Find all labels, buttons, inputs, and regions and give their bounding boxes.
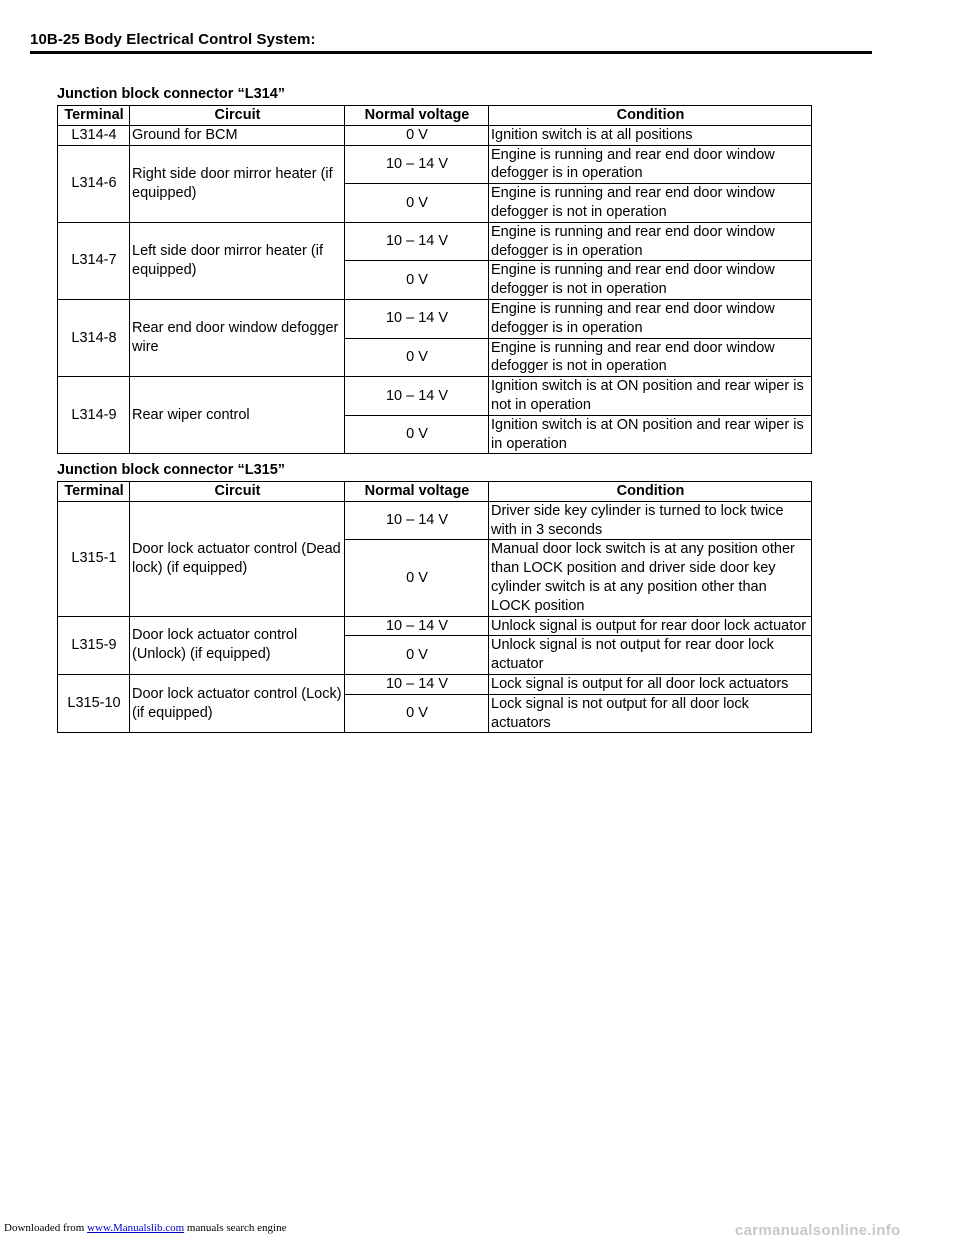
circuit-cell: Door lock actuator control (Dead lock) (if equipped) [130, 501, 345, 616]
terminal-cell: L314-4 [58, 125, 130, 145]
l314-section-title: Junction block connector “L314” [57, 86, 286, 102]
voltage-cell: 0 V [345, 540, 489, 616]
manualslib-link[interactable]: www.Manualslib.com [87, 1222, 185, 1234]
col-normal-voltage: Normal voltage [345, 106, 489, 126]
page-title: 10B-25 Body Electrical Control System: [30, 31, 316, 48]
condition-cell: Lock signal is not output for all door lock actuators [489, 694, 812, 733]
terminal-cell: L314-6 [58, 145, 130, 222]
voltage-cell: 0 V [345, 338, 489, 377]
footer-prefix: Downloaded from [4, 1222, 88, 1234]
terminal-cell: L314-9 [58, 377, 130, 454]
terminal-cell: L314-7 [58, 222, 130, 299]
table-row [58, 501, 812, 540]
condition-cell: Ignition switch is at ON position and rear wiper is in operation [489, 415, 812, 454]
condition-cell: Engine is running and rear end door window defogger is not in operation [489, 338, 812, 377]
condition-cell: Driver side key cylinder is turned to lock twice with in 3 seconds [489, 501, 812, 540]
circuit-cell: Door lock actuator control (Unlock) (if equipped) [130, 616, 345, 674]
col-condition: Condition [489, 106, 812, 126]
condition-cell: Unlock signal is output for rear door lock actuator [489, 616, 812, 636]
table-row [58, 674, 812, 694]
circuit-cell: Door lock actuator control (Lock) (if equipped) [130, 674, 345, 732]
table-row [58, 377, 812, 416]
voltage-cell: 10 – 14 V [345, 674, 489, 694]
col-terminal: Terminal [58, 106, 130, 126]
condition-cell: Manual door lock switch is at any position other than LOCK position and driver side door key cylinder switch is at any position other than LOCK position [489, 540, 812, 616]
condition-cell: Lock signal is output for all door lock actuators [489, 674, 812, 694]
terminal-cell: L315-10 [58, 674, 130, 732]
condition-cell: Engine is running and rear end door window defogger is in operation [489, 145, 812, 184]
voltage-cell: 0 V [345, 261, 489, 300]
voltage-cell: 10 – 14 V [345, 501, 489, 540]
table-row [58, 299, 812, 338]
circuit-cell: Rear end door window defogger wire [130, 299, 345, 376]
condition-cell: Ignition switch is at all positions [489, 125, 812, 145]
voltage-cell: 0 V [345, 636, 489, 675]
condition-cell: Engine is running and rear end door window defogger is not in operation [489, 261, 812, 300]
voltage-cell: 10 – 14 V [345, 616, 489, 636]
terminal-cell: L315-1 [58, 501, 130, 616]
circuit-cell: Left side door mirror heater (if equipped) [130, 222, 345, 299]
circuit-cell: Rear wiper control [130, 377, 345, 454]
terminal-cell: L314-8 [58, 299, 130, 376]
voltage-cell: 10 – 14 V [345, 145, 489, 184]
voltage-cell: 0 V [345, 694, 489, 733]
col-condition: Condition [489, 482, 812, 502]
col-normal-voltage: Normal voltage [345, 482, 489, 502]
voltage-cell: 10 – 14 V [345, 299, 489, 338]
l315-table [57, 481, 812, 733]
l314-table [57, 105, 812, 454]
voltage-cell: 10 – 14 V [345, 377, 489, 416]
voltage-cell: 10 – 14 V [345, 222, 489, 261]
condition-cell: Ignition switch is at ON position and rear wiper is not in operation [489, 377, 812, 416]
l315-section-title: Junction block connector “L315” [57, 462, 286, 478]
terminal-cell: L315-9 [58, 616, 130, 674]
circuit-cell: Ground for BCM [130, 125, 345, 145]
condition-cell: Engine is running and rear end door window defogger is in operation [489, 299, 812, 338]
voltage-cell: 0 V [345, 125, 489, 145]
table-row [58, 145, 812, 184]
circuit-cell: Right side door mirror heater (if equipped) [130, 145, 345, 222]
table-header-row [58, 106, 812, 126]
condition-cell: Engine is running and rear end door window defogger is not in operation [489, 184, 812, 223]
table-header-row [58, 482, 812, 502]
voltage-cell: 0 V [345, 415, 489, 454]
condition-cell: Unlock signal is not output for rear door lock actuator [489, 636, 812, 675]
col-circuit: Circuit [130, 106, 345, 126]
condition-cell: Engine is running and rear end door window defogger is in operation [489, 222, 812, 261]
voltage-cell: 0 V [345, 184, 489, 223]
download-footer [4, 1222, 286, 1234]
col-circuit: Circuit [130, 482, 345, 502]
table-row [58, 222, 812, 261]
header-divider [30, 51, 872, 54]
col-terminal: Terminal [58, 482, 130, 502]
table-row [58, 125, 812, 145]
footer-suffix: manuals search engine [184, 1222, 287, 1234]
watermark: carmanualsonline.info [735, 1222, 901, 1239]
table-row [58, 616, 812, 636]
